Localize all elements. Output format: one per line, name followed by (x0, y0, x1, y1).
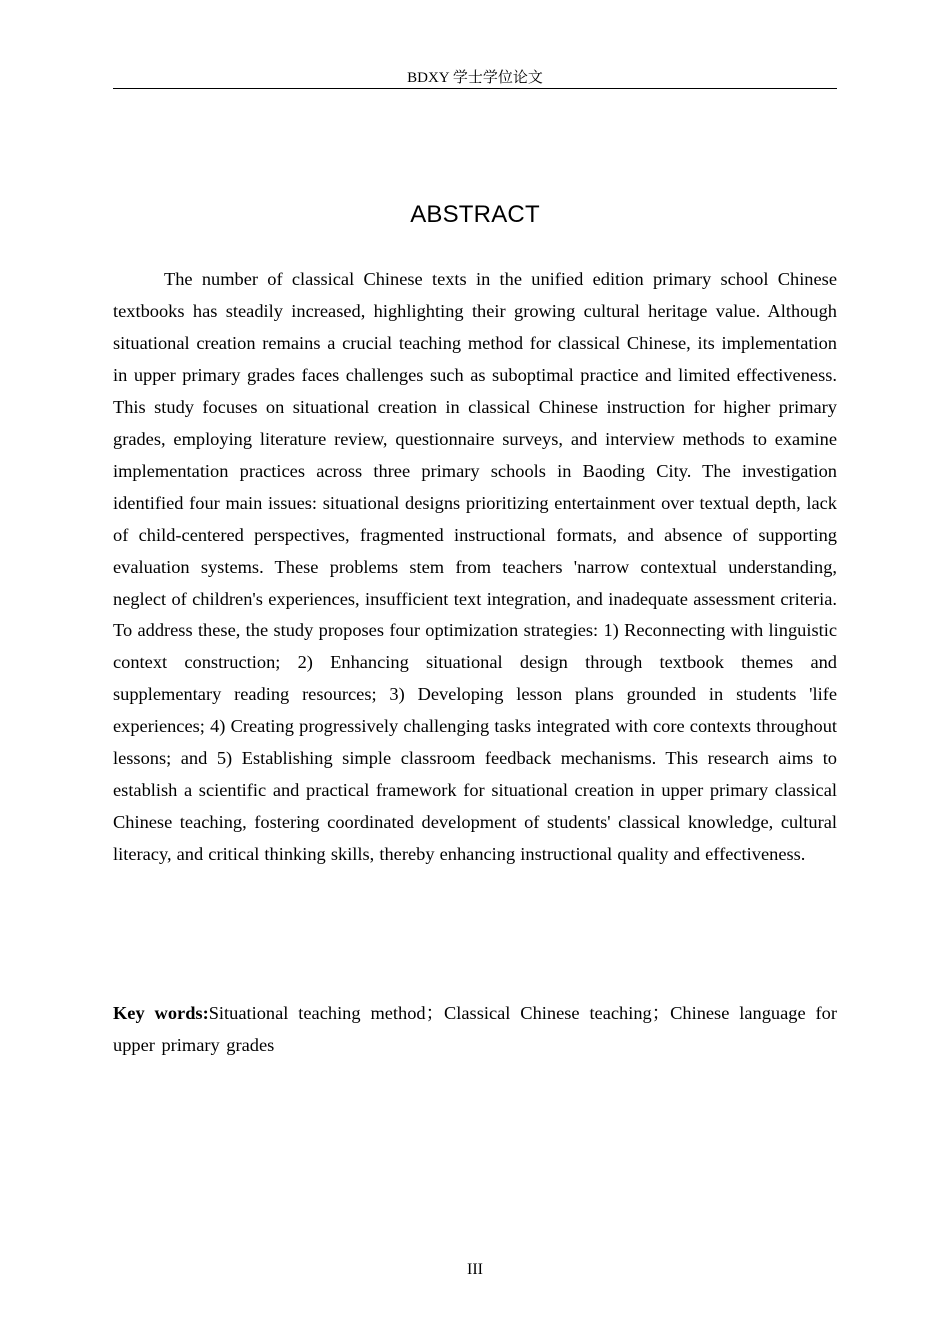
keywords-text: Situational teaching method；Classical Chinese teaching；Chinese language for upper primary grades (113, 1003, 837, 1055)
keywords-line (113, 998, 837, 1061)
header-rule (113, 88, 837, 89)
page-number: III (467, 1261, 483, 1278)
keywords-label: Key words: (113, 1003, 209, 1023)
page-title: ABSTRACT (410, 201, 540, 228)
abstract-paragraph: The number of classical Chinese texts in the unified edition primary school Chinese textbooks has steadily increased, highlighting their growing cultural heritage value. Although situational creation remains a crucial teaching method for classical Chinese, its implementation in upper primary grades faces challenges such as suboptimal practice and limited effectiveness. This study focuses on situational creation in classical Chinese instruction for higher primary grades, employing literature review, questionnaire surveys, and interview methods to examine implementation practices across three primary schools in Baoding City. The investigation identified four main issues: situational designs prioritizing entertainment over textual depth, lack of child-centered perspectives, fragmented instructional formats, and absence of supporting evaluation systems. These problems stem from teachers 'narrow contextual understanding, neglect of children's experiences, insufficient text integration, and inadequate assessment criteria. To address these, the study proposes four optimization strategies: 1) Reconnecting with linguistic context construction; 2) Enhancing situational design through textbook themes and supplementary reading resources; 3) Developing lesson plans grounded in students 'life experiences; 4) Creating progressively challenging tasks integrated with core contexts throughout lessons; and 5) Establishing simple classroom feedback mechanisms. This research aims to establish a scientific and practical framework for situational creation in upper primary classical Chinese teaching, fostering coordinated development of students' classical knowledge, cultural literacy, and critical thinking skills, thereby enhancing instructional quality and effectiveness. (113, 269, 837, 865)
running-header: BDXY 学士学位论文 (407, 70, 543, 86)
